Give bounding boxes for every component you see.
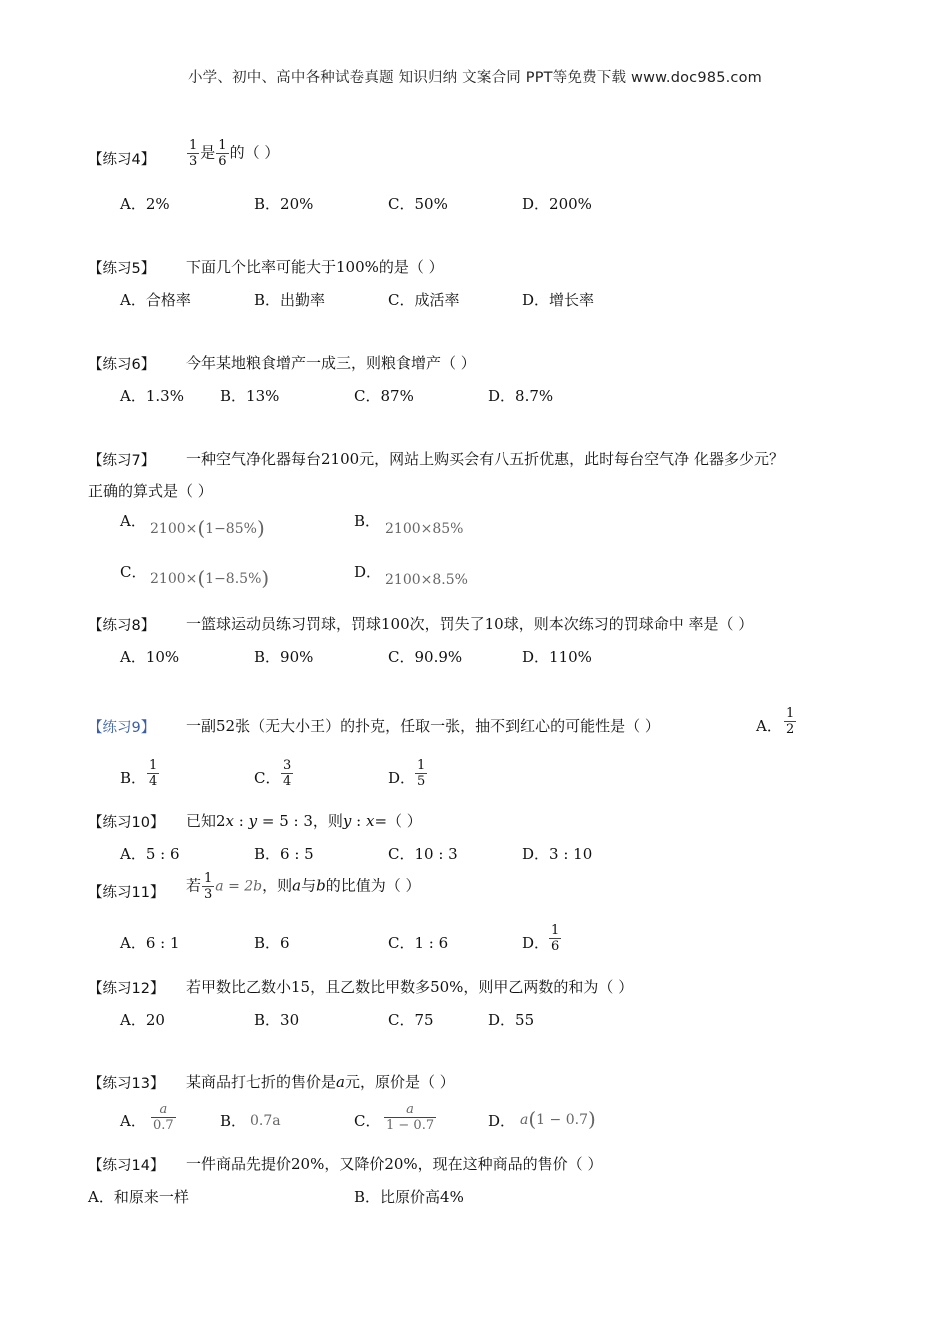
q9-option-c-label: C． [254,769,281,787]
q7-option-b-expr: 2100×85% [385,521,464,537]
q13-option-a-frac: $\frac{a}{0.7}$ [153,1102,174,1133]
q9-option-a-frac: $\frac{1}{2}$ [786,706,795,737]
q10-stem: 已知2x : y = 5 : 3，则y : x=（ ） [186,812,422,830]
q11-option-b: B．6 [254,934,290,952]
q11-option-a: A．6 : 1 [120,934,180,952]
q8-stem: 一篮球运动员练习罚球，罚球100次，罚失了10球，则本次练习的罚球命中 率是（ ） [186,615,754,633]
q13-option-c-frac: $\frac{a}{1 - 0.7}$ [386,1102,435,1133]
q8-option-c: C．90.9% [388,648,463,666]
q12-option-a: A．20 [120,1011,165,1029]
q7-stem: 一种空气净化器每台2100元，网站上购买会有八五折优惠，此时每台空气净 化器多少元？ [186,450,784,468]
q13-stem: 某商品打七折的售价是a元，原价是（ ） [186,1073,455,1091]
q11-stem: 若 $\frac{1}{3}$ a = 2b，则a与b的比值为（ ） [186,871,421,902]
q11-option-d-label: D． [522,934,550,952]
q7-stem-line2: 正确的算式是（ ） [88,482,213,500]
q6-label: 【练习6】 [88,357,156,373]
q14-option-a: A．和原来一样 [88,1188,189,1206]
q8-option-d: D．110% [522,648,592,666]
q10-option-c: C．10 : 3 [388,845,458,863]
q11-option-d-frac: $\frac{1}{6}$ [551,923,560,954]
q7-option-d-expr: 2100×8.5% [385,572,468,588]
q12-label: 【练习12】 [88,981,165,997]
q7-option-c-label: C． [120,563,147,581]
q5-option-c: C．成活率 [388,291,460,309]
q14-label: 【练习14】 [88,1158,165,1174]
q4-frac1: $\frac{1}{3}$ [189,138,198,169]
q12-option-d: D．55 [488,1011,535,1029]
q9-option-d-label: D． [388,769,416,787]
q9-label: 【练习9】 [88,720,156,736]
q4-option-d: D．200% [522,195,592,213]
q8-option-a: A．10% [120,648,180,666]
q7-option-d-label: D． [354,563,382,581]
q10-option-d: D．3 : 10 [522,845,593,863]
q9-option-d-frac: $\frac{1}{5}$ [417,758,426,789]
q13-option-d-label: D． [488,1112,516,1130]
page-header: 小学、初中、高中各种试卷真题 知识归纳 文案合同 PPT等免费下载 www.doc985.com [187,70,763,86]
q6-option-a: A．1.3% [120,387,184,405]
q11-frac: $\frac{1}{3}$ [204,871,213,902]
q5-option-b: B．出勤率 [254,291,326,309]
q4-stem: $\frac{1}{3}$ 是 $\frac{1}{6}$ 的（ ） [189,138,280,169]
q9-option-b-frac: $\frac{1}{4}$ [149,758,158,789]
q5-stem: 下面几个比率可能大于100%的是（ ） [186,258,444,276]
q12-option-c: C．75 [388,1011,434,1029]
q11-label: 【练习11】 [88,885,165,901]
q7-label: 【练习7】 [88,453,156,469]
q9-option-c-frac: $\frac{3}{4}$ [283,758,292,789]
q5-option-d: D．增长率 [522,291,595,309]
q9-stem: 一副52张（无大小王）的扑克，任取一张，抽不到红心的可能性是（ ） [186,717,660,735]
q10-option-a: A．5 : 6 [120,845,180,863]
q12-option-b: B．30 [254,1011,300,1029]
q12-stem: 若甲数比乙数小15，且乙数比甲数多50%，则甲乙两数的和为（ ） [186,978,634,996]
q7-option-c-expr: 2100×(1−8.5%) [150,566,270,590]
q14-option-b: B．比原价高4% [354,1188,464,1206]
q7-option-b-label: B． [354,512,381,530]
q14-stem: 一件商品先提价20%，又降价20%，现在这种商品的售价（ ） [186,1155,603,1173]
q5-option-a: A．合格率 [120,291,191,309]
q13-label: 【练习13】 [88,1076,165,1092]
q4-label: 【练习4】 [88,152,156,168]
q4-option-b: B．20% [254,195,314,213]
q9-option-b-label: B． [120,769,147,787]
q6-option-b: B．13% [220,387,280,405]
q6-stem: 今年某地粮食增产一成三，则粮食增产（ ） [186,354,476,372]
q8-option-b: B．90% [254,648,314,666]
q11-option-c: C．1 : 6 [388,934,449,952]
q6-option-d: D．8.7% [488,387,554,405]
q13-option-c-label: C． [354,1112,381,1130]
q13-option-b-expr: 0.7a [250,1113,281,1129]
q10-label: 【练习10】 [88,815,165,831]
q13-option-a-label: A． [120,1112,146,1130]
q13-option-b-label: B． [220,1112,247,1130]
q6-option-c: C．87% [354,387,414,405]
q9-option-a-label: A． [756,717,782,735]
q7-option-a-expr: 2100×(1−85%) [150,516,265,540]
q4-frac2: $\frac{1}{6}$ [218,138,227,169]
q13-option-d-expr: a(1 − 0.7) [520,1107,596,1131]
q4-option-c: C．50% [388,195,448,213]
q8-label: 【练习8】 [88,618,156,634]
q7-option-a-label: A． [120,512,146,530]
q10-option-b: B．6 : 5 [254,845,314,863]
q5-label: 【练习5】 [88,261,156,277]
q4-option-a: A．2% [120,195,170,213]
